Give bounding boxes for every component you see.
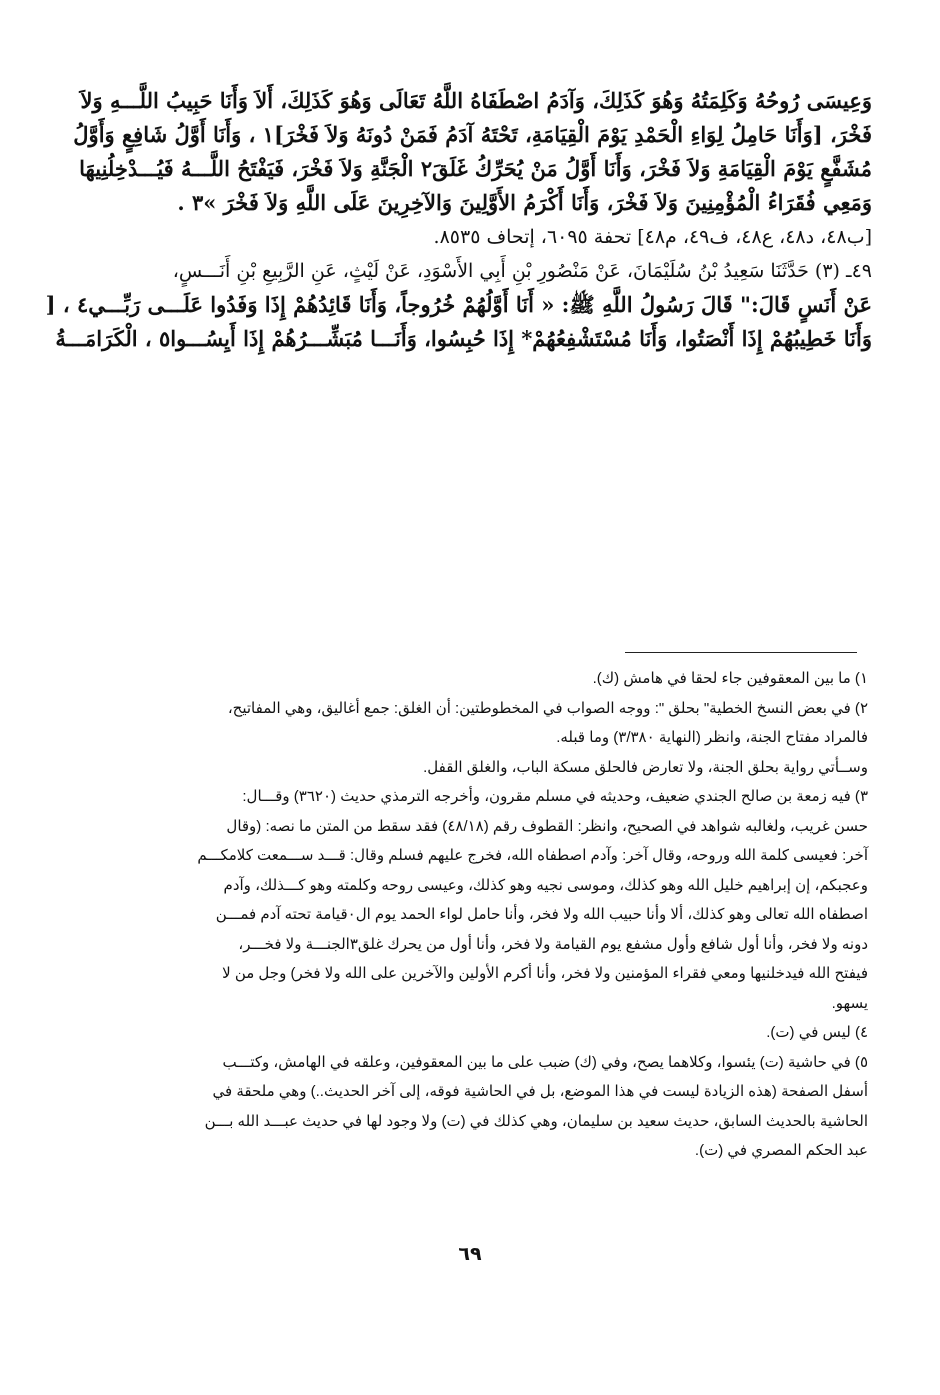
main-text [45,84,872,356]
main-line: وَأَنَا خَطِيبُهُمْ إِذَا أَنْصَتُوا، وَأَنَا مُسْتَشْفِعُهُمْ* إِذَا حُبِسُوا، وَأَنَـــا مُبَشِّـــرُهُمْ إِذَا أَيِسُـــوا٥ ، الْكَرَامَـــةُ [55,326,872,351]
footnote-line: أسفل الصفحة (هذه الزيادة ليست في هذا الموضع، بل في الحاشية فوقه، إلى آخر الحديث..) وهي ملحقة في [212,1083,868,1100]
main-line: مُشَفَّعٍ يَوْمَ الْقِيَامَةِ وَلاَ فَخْرَ، وَأَنَا أَوَّلُ مَنْ يُحَرِّكُ غَلَقَ٢ الْجَنَّةِ وَلاَ فَخْرَ، فَيَفْتَحُ اللَّـــهُ فَيُـــدْخِلُنِيهَا [79,156,872,181]
footnote-line: دونه ولا فخر، وأنا أول شافع وأول مشفع يوم القيامة ولا فخر، وأنا أول من يحرك غلق٣الجنـــة ولا فخـــر، [238,935,868,953]
footnote-line: ٢) في بعض النسخ الخطية" بحلق ": ووجه الصواب في المخطوطتين: أن الغلق: جمع أغاليق، وهي المفاتيح، [227,699,868,717]
footnote-separator [625,652,857,653]
footnote-line: حسن غريب، ولغالبه شواهد في الصحيح، وانظر: القطوف رقم (٤٨/١٨) فقد سقط من المتن ما نصه: (وقال [226,817,868,835]
footnote-line: ٣) فيه زمعة بن صالح الجندي ضعيف، وحديثه في مسلم مقرون، وأخرجه الترمذي حديث (٣٦٢٠) وقـــال: [242,788,868,805]
main-line: وَعِيسَى رُوحُهُ وَكَلِمَتُهُ وَهُوَ كَذَلِكَ، وَآدَمُ اصْطَفَاهُ اللَّهُ تَعَالَى وَهُوَ كَذَلِكَ، أَلاَ وَأَنَا حَبِيبُ اللَّـــهِ وَلاَ [80,88,872,113]
page-number: ٦٩ [458,1243,482,1265]
footnote-line: عبد الحكم المصري في (ت). [694,1142,868,1159]
main-line: عَنْ أَنَسٍ قَالَ:" قَالَ رَسُولُ اللَّهِ ﷺ: « أَنَا أَوَّلُهُمْ خُرُوجاً، وَأَنَا قَائِدُهُمْ إِذَا وَفَدُوا عَلَـــى رَبِّـــي٤ ، [ [45,292,872,317]
footnote-line: ٥) في حاشية (ت) يئسوا، وكلاهما يصح، وفي (ك) ضبب على ما بين المعقوفين، وعلقه في الهامش، وكتـــب [222,1053,868,1071]
footnote-line: فيفتح الله فيدخلنيها ومعي فقراء المؤمنين ولا فخر، وأنا أكرم الأولين والآخرين على الله ولا فخر) وجل من لا [222,965,868,982]
footnote-line: ٤) ليس في (ت). [766,1024,868,1041]
footnote-line: الحاشية بالحديث السابق، حديث سعيد بن سليمان، وهي كذلك في (ت) ولا وجود لها في حديث عبـــد الله بـــن [204,1112,868,1130]
main-line: وَمَعِي فُقَرَاءُ الْمُؤْمِنِينَ وَلاَ فَخْرَ، وَأَنَا أَكْرَمُ الأَوَّلِينَ وَالآخِرِينَ عَلَى اللَّهِ وَلاَ فَخْرَ »٣ . [177,190,872,215]
source-references: [ب٤٨، د٤٨، ع٤٨، ف٤٩، م٤٨] تحفة ٦٠٩٥، إتحاف ٨٥٣٥. [433,226,872,248]
footnote-line: يسهو. [831,994,868,1012]
footnote-line: اصطفاه الله تعالى وهو كذلك، ألا وأنا حبيب الله ولا فخر، وأنا حامل لواء الحمد يوم ال٠قيامة تحته آدم فمـــن [215,906,868,923]
footnotes [140,664,868,1166]
footnote-line: وســأتي رواية بحلق الجنة، ولا تعارض فالحلق مسكة الباب، والغلق القفل. [423,758,868,776]
footnote-line: فالمراد مفتاح الجنة، وانظر (النهاية ٣/٣٨٠) وما قبله. [556,729,868,746]
footnote-line: وعجبكم، إن إبراهيم خليل الله وهو كذلك، وموسى نجيه وهو كذلك، وعيسى روحه وكلمته وهو كـــذلك، وآدم [223,876,868,894]
main-line: فَخْرَ، [وَأَنَا حَامِلُ لِوَاءِ الْحَمْدِ يَوْمَ الْقِيَامَةِ، تَحْتَهُ آدَمُ فَمَنْ دُونَهُ وَلاَ فَخْرَ]١ ، وَأَنَا أَوَّلُ شَافِعٍ وَأَوَّلُ [73,122,872,147]
footnote-line: آخر: فعيسى كلمة الله وروحه، وقال آخر: وآدم اصطفاه الله، فخرج عليهم فسلم وقال: قـــد ســـمعت كلامكـــم [197,847,868,864]
footnote-line: ١) ما بين المعقوفين جاء لحقا في هامش (ك). [592,670,868,687]
hadith-49-isnad: ٤٩ـ (٣) حَدَّثَنَا سَعِيدُ بْنُ سُلَيْمَانَ، عَنْ مَنْصُورِ بْنِ أَبِي الأَسْوَدِ، عَنْ لَيْثٍ، عَنِ الرَّبِيعِ بْنِ أَنَـــسٍ، [172,260,872,282]
